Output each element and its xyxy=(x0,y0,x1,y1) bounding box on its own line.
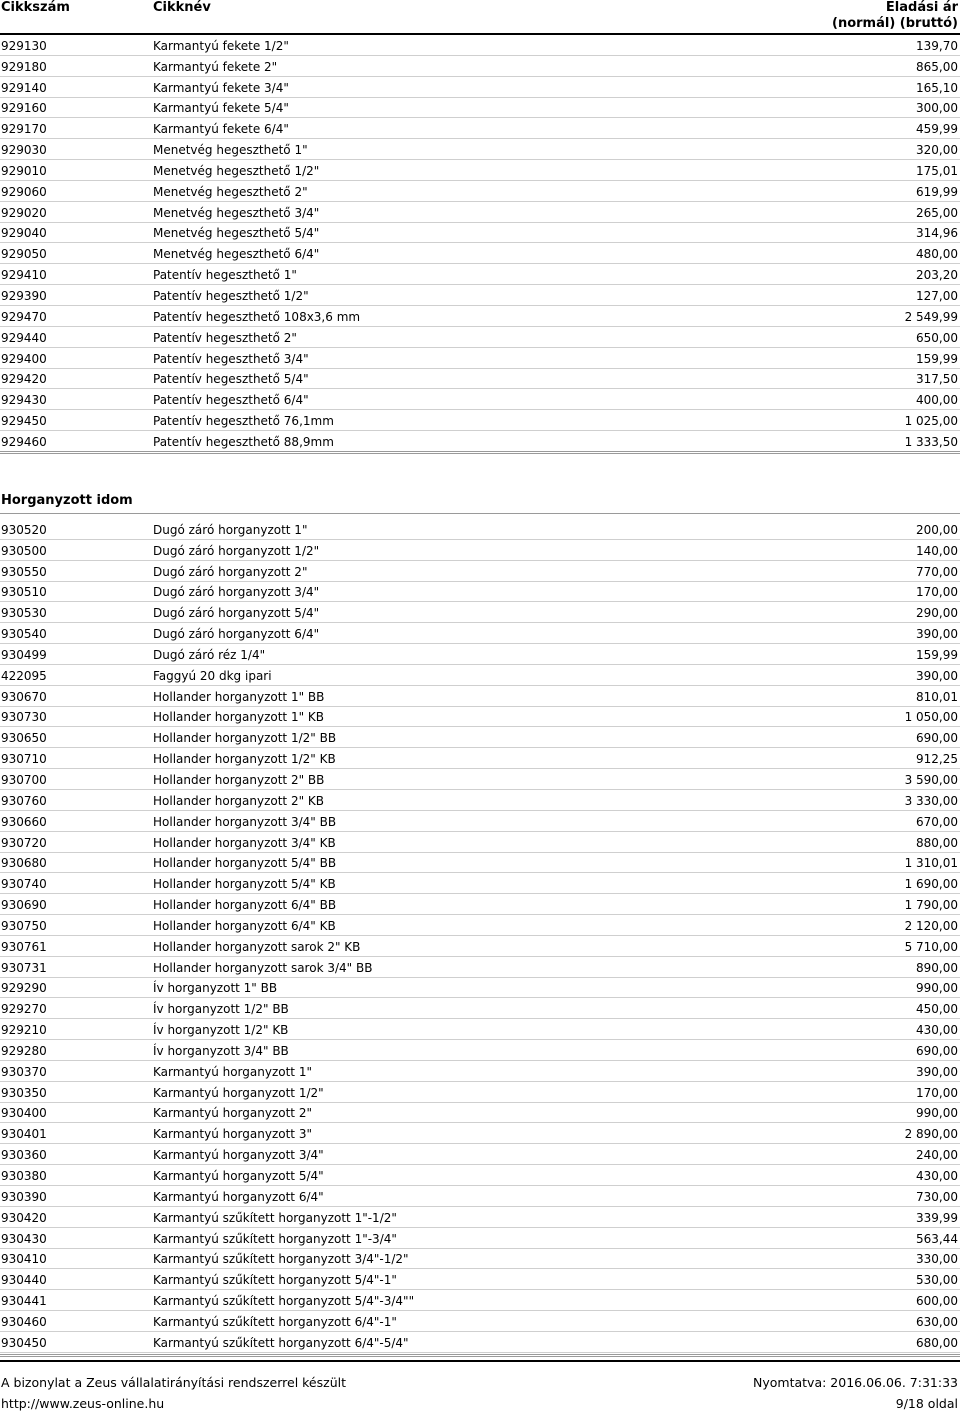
table-row xyxy=(0,306,960,327)
item-code: 930401 xyxy=(1,1127,47,1142)
item-name: Karmantyú szűkített horganyzott 5/4"-3/4"" xyxy=(153,1294,415,1309)
table-row xyxy=(0,389,960,410)
table-row xyxy=(0,748,960,769)
item-name: Karmantyú fekete 2" xyxy=(153,59,278,74)
item-code: 930680 xyxy=(1,856,47,871)
table-row xyxy=(0,1082,960,1103)
footer-divider xyxy=(0,1360,960,1362)
item-code: 929430 xyxy=(1,393,47,408)
item-name: Hollander horganyzott 2" BB xyxy=(153,772,325,787)
item-price: 390,00 xyxy=(916,1064,958,1079)
column-header-price-subtitle: (normál) (bruttó) xyxy=(832,16,958,31)
table-row xyxy=(0,540,960,561)
item-name: Hollander horganyzott 5/4" KB xyxy=(153,877,336,892)
item-name: Hollander horganyzott 1/2" KB xyxy=(153,752,336,767)
item-name: Dugó záró horganyzott 1/2" xyxy=(153,543,320,558)
item-price: 330,00 xyxy=(916,1252,958,1267)
table-row xyxy=(0,77,960,98)
table-row xyxy=(0,561,960,582)
item-price: 2 549,99 xyxy=(904,309,958,324)
item-price: 317,50 xyxy=(916,372,958,387)
item-price: 140,00 xyxy=(916,543,958,558)
item-code: 930499 xyxy=(1,647,47,662)
item-name: Dugó záró horganyzott 1" xyxy=(153,522,308,537)
item-name: Patentív hegeszthető 76,1mm xyxy=(153,414,334,429)
table-row xyxy=(0,1040,960,1061)
item-name: Patentív hegeszthető 108x3,6 mm xyxy=(153,309,361,324)
item-name: Karmantyú horganyzott 3/4" xyxy=(153,1148,324,1163)
item-code: 930460 xyxy=(1,1314,47,1329)
table-row xyxy=(0,1290,960,1311)
item-price: 450,00 xyxy=(916,1002,958,1017)
table-row xyxy=(0,582,960,603)
section-title-divider xyxy=(0,513,960,514)
item-price: 175,01 xyxy=(916,163,958,178)
table-row xyxy=(0,56,960,77)
item-code: 930510 xyxy=(1,585,47,600)
item-code: 930740 xyxy=(1,877,47,892)
item-price: 459,99 xyxy=(916,122,958,137)
item-name: Karmantyú szűkített horganyzott 6/4"-5/4" xyxy=(153,1335,409,1350)
table-row xyxy=(0,1123,960,1144)
column-header-price: Eladási ár xyxy=(885,0,958,15)
column-header-name: Cikknév xyxy=(153,0,211,15)
item-name: Hollander horganyzott 2" KB xyxy=(153,793,325,808)
item-name: Ív horganyzott 3/4" BB xyxy=(153,1043,289,1058)
item-code: 929060 xyxy=(1,184,47,199)
item-name: Hollander horganyzott sarok 3/4" BB xyxy=(153,960,373,975)
item-list-fekete xyxy=(0,35,960,452)
item-code: 930700 xyxy=(1,772,47,787)
item-name: Ív horganyzott 1/2" BB xyxy=(153,1002,289,1017)
item-price: 730,00 xyxy=(916,1189,958,1204)
item-code: 929450 xyxy=(1,414,47,429)
item-price: 290,00 xyxy=(916,606,958,621)
table-row xyxy=(0,160,960,181)
item-name: Dugó záró horganyzott 5/4" xyxy=(153,606,320,621)
item-name: Patentív hegeszthető 5/4" xyxy=(153,372,309,387)
item-name: Hollander horganyzott 1" BB xyxy=(153,689,325,704)
item-price: 680,00 xyxy=(916,1335,958,1350)
item-price: 1 690,00 xyxy=(904,877,958,892)
table-row xyxy=(0,348,960,369)
section-title: Horganyzott idom xyxy=(1,493,133,508)
table-row xyxy=(0,118,960,139)
item-name: Karmantyú fekete 1/2" xyxy=(153,38,289,53)
item-name: Karmantyú fekete 5/4" xyxy=(153,101,289,116)
table-row xyxy=(0,853,960,874)
table-row xyxy=(0,686,960,707)
item-price: 265,00 xyxy=(916,205,958,220)
item-price: 203,20 xyxy=(916,268,958,283)
item-price: 880,00 xyxy=(916,835,958,850)
table-row xyxy=(0,602,960,623)
item-price: 1 790,00 xyxy=(904,898,958,913)
table-row xyxy=(0,936,960,957)
item-price: 530,00 xyxy=(916,1273,958,1288)
item-price: 690,00 xyxy=(916,731,958,746)
table-row xyxy=(0,431,960,452)
item-code: 930650 xyxy=(1,731,47,746)
item-name: Hollander horganyzott 6/4" BB xyxy=(153,898,337,913)
item-code: 929140 xyxy=(1,80,47,95)
item-code: 930380 xyxy=(1,1169,47,1183)
item-name: Karmantyú szűkített horganyzott 6/4"-1" xyxy=(153,1314,397,1329)
item-price: 865,00 xyxy=(916,59,958,74)
item-code: 930350 xyxy=(1,1085,47,1100)
item-code: 930390 xyxy=(1,1189,47,1204)
item-code: 929410 xyxy=(1,268,47,283)
item-code: 930720 xyxy=(1,835,47,850)
table-row xyxy=(0,1186,960,1207)
table-row xyxy=(0,894,960,915)
item-name: Hollander horganyzott 6/4" KB xyxy=(153,918,336,933)
table-row xyxy=(0,811,960,832)
item-price: 3 330,00 xyxy=(904,793,958,808)
item-name: Karmantyú fekete 6/4" xyxy=(153,122,289,137)
item-code: 930420 xyxy=(1,1210,47,1225)
item-price: 890,00 xyxy=(916,960,958,975)
item-code: 929460 xyxy=(1,434,47,449)
table-row xyxy=(0,707,960,728)
item-price: 2 890,00 xyxy=(904,1127,958,1142)
footer-page-number: 9/18 oldal xyxy=(895,1396,958,1411)
footer-generated-by: A bizonylat a Zeus vállalatirányítási rendszerrel készült xyxy=(1,1375,346,1390)
item-price: 563,44 xyxy=(916,1231,958,1246)
item-name: Patentív hegeszthető 88,9mm xyxy=(153,434,334,449)
item-name: Karmantyú fekete 3/4" xyxy=(153,80,289,95)
item-code: 930360 xyxy=(1,1148,47,1163)
item-name: Dugó záró réz 1/4" xyxy=(153,647,266,662)
item-price: 912,25 xyxy=(916,752,958,767)
item-name: Hollander horganyzott 3/4" KB xyxy=(153,835,336,850)
item-code: 930440 xyxy=(1,1273,47,1288)
item-price: 320,00 xyxy=(916,143,958,158)
item-code: 930370 xyxy=(1,1064,47,1079)
table-row xyxy=(0,769,960,790)
item-code: 422095 xyxy=(1,668,47,683)
item-code: 930540 xyxy=(1,627,47,642)
table-row xyxy=(0,285,960,306)
table-row xyxy=(0,35,960,56)
table-row xyxy=(0,139,960,160)
item-name: Karmantyú szűkített horganyzott 3/4"-1/2" xyxy=(153,1252,409,1267)
table-row xyxy=(0,727,960,748)
item-code: 929390 xyxy=(1,288,47,303)
table-row xyxy=(0,1311,960,1332)
item-code: 929210 xyxy=(1,1023,47,1038)
item-price: 810,01 xyxy=(916,689,958,704)
item-code: 929130 xyxy=(1,38,47,53)
item-name: Hollander horganyzott 1/2" BB xyxy=(153,731,337,746)
item-price: 990,00 xyxy=(916,981,958,996)
footer-print-date: Nyomtatva: 2016.06.06. 7:31:33 xyxy=(753,1375,958,1390)
item-price: 170,00 xyxy=(916,585,958,600)
item-name: Menetvég hegeszthető 1" xyxy=(153,143,308,158)
item-name: Karmantyú horganyzott 1/2" xyxy=(153,1085,324,1100)
item-code: 929420 xyxy=(1,372,47,387)
item-name: Dugó záró horganyzott 2" xyxy=(153,564,308,579)
item-code: 929280 xyxy=(1,1043,47,1058)
item-price: 770,00 xyxy=(916,564,958,579)
table-row xyxy=(0,264,960,285)
item-price: 670,00 xyxy=(916,814,958,829)
table-row xyxy=(0,623,960,644)
item-code: 930441 xyxy=(1,1294,47,1309)
item-price: 127,00 xyxy=(916,288,958,303)
table-row xyxy=(0,202,960,223)
table-row xyxy=(0,957,960,978)
item-price: 1 310,01 xyxy=(904,856,958,871)
item-price: 600,00 xyxy=(916,1294,958,1309)
table-row xyxy=(0,915,960,936)
item-price: 690,00 xyxy=(916,1043,958,1058)
item-code: 930550 xyxy=(1,564,47,579)
item-code: 929010 xyxy=(1,163,47,178)
item-price: 165,10 xyxy=(916,80,958,95)
item-price: 430,00 xyxy=(916,1023,958,1038)
item-name: Menetvég hegeszthető 5/4" xyxy=(153,226,320,241)
table-row xyxy=(0,327,960,348)
item-price: 390,00 xyxy=(916,627,958,642)
table-row xyxy=(0,644,960,665)
item-price: 480,00 xyxy=(916,247,958,262)
table-row xyxy=(0,369,960,390)
item-price: 240,00 xyxy=(916,1148,958,1163)
item-code: 930430 xyxy=(1,1231,47,1246)
table-row xyxy=(0,410,960,431)
item-code: 929020 xyxy=(1,205,47,220)
item-code: 930710 xyxy=(1,752,47,767)
item-price: 3 590,00 xyxy=(904,772,958,787)
item-code: 929180 xyxy=(1,59,47,74)
item-price: 630,00 xyxy=(916,1314,958,1329)
item-code: 930520 xyxy=(1,522,47,537)
section-end-divider xyxy=(0,451,960,454)
item-name: Karmantyú szűkített horganyzott 1"-3/4" xyxy=(153,1231,397,1246)
footer-url-link[interactable]: http://www.zeus-online.hu xyxy=(1,1396,165,1411)
table-row xyxy=(0,223,960,244)
table-row xyxy=(0,1061,960,1082)
item-name: Karmantyú horganyzott 3" xyxy=(153,1127,312,1142)
item-code: 929270 xyxy=(1,1002,47,1017)
table-row xyxy=(0,1144,960,1165)
item-price: 5 710,00 xyxy=(904,939,958,954)
item-price: 650,00 xyxy=(916,330,958,345)
item-code: 929440 xyxy=(1,330,47,345)
item-name: Patentív hegeszthető 6/4" xyxy=(153,393,309,408)
item-price: 159,99 xyxy=(916,647,958,662)
table-row xyxy=(0,832,960,853)
item-price: 390,00 xyxy=(916,668,958,683)
item-code: 930530 xyxy=(1,606,47,621)
table-row xyxy=(0,1249,960,1270)
item-code: 929050 xyxy=(1,247,47,262)
item-code: 929030 xyxy=(1,143,47,158)
item-code: 930750 xyxy=(1,918,47,933)
item-price: 300,00 xyxy=(916,101,958,116)
item-price: 1 025,00 xyxy=(904,414,958,429)
table-row xyxy=(0,1332,960,1353)
item-price: 619,99 xyxy=(916,184,958,199)
table-row xyxy=(0,998,960,1019)
table-row xyxy=(0,978,960,999)
table-row xyxy=(0,1207,960,1228)
item-name: Patentív hegeszthető 1/2" xyxy=(153,288,309,303)
table-row xyxy=(0,1228,960,1249)
item-code: 929470 xyxy=(1,309,47,324)
table-row xyxy=(0,243,960,264)
item-name: Hollander horganyzott 5/4" BB xyxy=(153,856,337,871)
item-code: 929160 xyxy=(1,101,47,116)
table-row xyxy=(0,98,960,119)
item-name: Karmantyú szűkített horganyzott 5/4"-1" xyxy=(153,1273,397,1288)
item-price: 170,00 xyxy=(916,1085,958,1100)
item-name: Menetvég hegeszthető 3/4" xyxy=(153,205,320,220)
item-name: Dugó záró horganyzott 3/4" xyxy=(153,585,320,600)
item-code: 930760 xyxy=(1,793,47,808)
section-end-divider xyxy=(0,1354,960,1357)
table-row xyxy=(0,790,960,811)
item-name: Karmantyú horganyzott 6/4" xyxy=(153,1189,324,1204)
item-price: 1 333,50 xyxy=(904,434,958,449)
item-price: 314,96 xyxy=(916,226,958,241)
item-code: 929290 xyxy=(1,981,47,996)
table-row xyxy=(0,1269,960,1290)
item-price: 339,99 xyxy=(916,1210,958,1225)
column-header-code: Cikkszám xyxy=(1,0,70,15)
item-code: 930690 xyxy=(1,898,47,913)
table-row xyxy=(0,1165,960,1186)
item-price: 2 120,00 xyxy=(904,918,958,933)
item-name: Dugó záró horganyzott 6/4" xyxy=(153,627,320,642)
item-price: 159,99 xyxy=(916,351,958,366)
item-price: 990,00 xyxy=(916,1106,958,1121)
item-name: Patentív hegeszthető 1" xyxy=(153,268,297,283)
item-name: Hollander horganyzott sarok 2" KB xyxy=(153,939,361,954)
item-name: Hollander horganyzott 1" KB xyxy=(153,710,325,725)
item-name: Ív horganyzott 1" BB xyxy=(153,981,278,996)
item-price: 200,00 xyxy=(916,522,958,537)
item-name: Karmantyú horganyzott 5/4" xyxy=(153,1169,324,1183)
item-name: Karmantyú szűkített horganyzott 1"-1/2" xyxy=(153,1210,397,1225)
item-code: 930410 xyxy=(1,1252,47,1267)
item-name: Menetvég hegeszthető 2" xyxy=(153,184,308,199)
item-code: 929170 xyxy=(1,122,47,137)
item-price: 430,00 xyxy=(916,1169,958,1183)
item-price: 400,00 xyxy=(916,393,958,408)
item-code: 930731 xyxy=(1,960,47,975)
item-code: 930730 xyxy=(1,710,47,725)
item-list-horganyzott xyxy=(0,519,960,1353)
table-row xyxy=(0,519,960,540)
item-code: 930400 xyxy=(1,1106,47,1121)
item-code: 930670 xyxy=(1,689,47,704)
item-code: 930761 xyxy=(1,939,47,954)
item-price: 139,70 xyxy=(916,38,958,53)
table-row xyxy=(0,1019,960,1040)
item-code: 930500 xyxy=(1,543,47,558)
item-name: Patentív hegeszthető 3/4" xyxy=(153,351,309,366)
item-code: 930660 xyxy=(1,814,47,829)
item-name: Faggyú 20 dkg ipari xyxy=(153,668,272,683)
table-row xyxy=(0,181,960,202)
table-row xyxy=(0,873,960,894)
item-code: 929040 xyxy=(1,226,47,241)
table-row xyxy=(0,665,960,686)
item-name: Menetvég hegeszthető 6/4" xyxy=(153,247,320,262)
item-name: Karmantyú horganyzott 2" xyxy=(153,1106,312,1121)
item-name: Menetvég hegeszthető 1/2" xyxy=(153,163,320,178)
item-name: Ív horganyzott 1/2" KB xyxy=(153,1023,289,1038)
item-code: 929400 xyxy=(1,351,47,366)
item-code: 930450 xyxy=(1,1335,47,1350)
item-name: Karmantyú horganyzott 1" xyxy=(153,1064,312,1079)
item-price: 1 050,00 xyxy=(904,710,958,725)
table-row xyxy=(0,1103,960,1124)
item-name: Patentív hegeszthető 2" xyxy=(153,330,297,345)
item-name: Hollander horganyzott 3/4" BB xyxy=(153,814,337,829)
